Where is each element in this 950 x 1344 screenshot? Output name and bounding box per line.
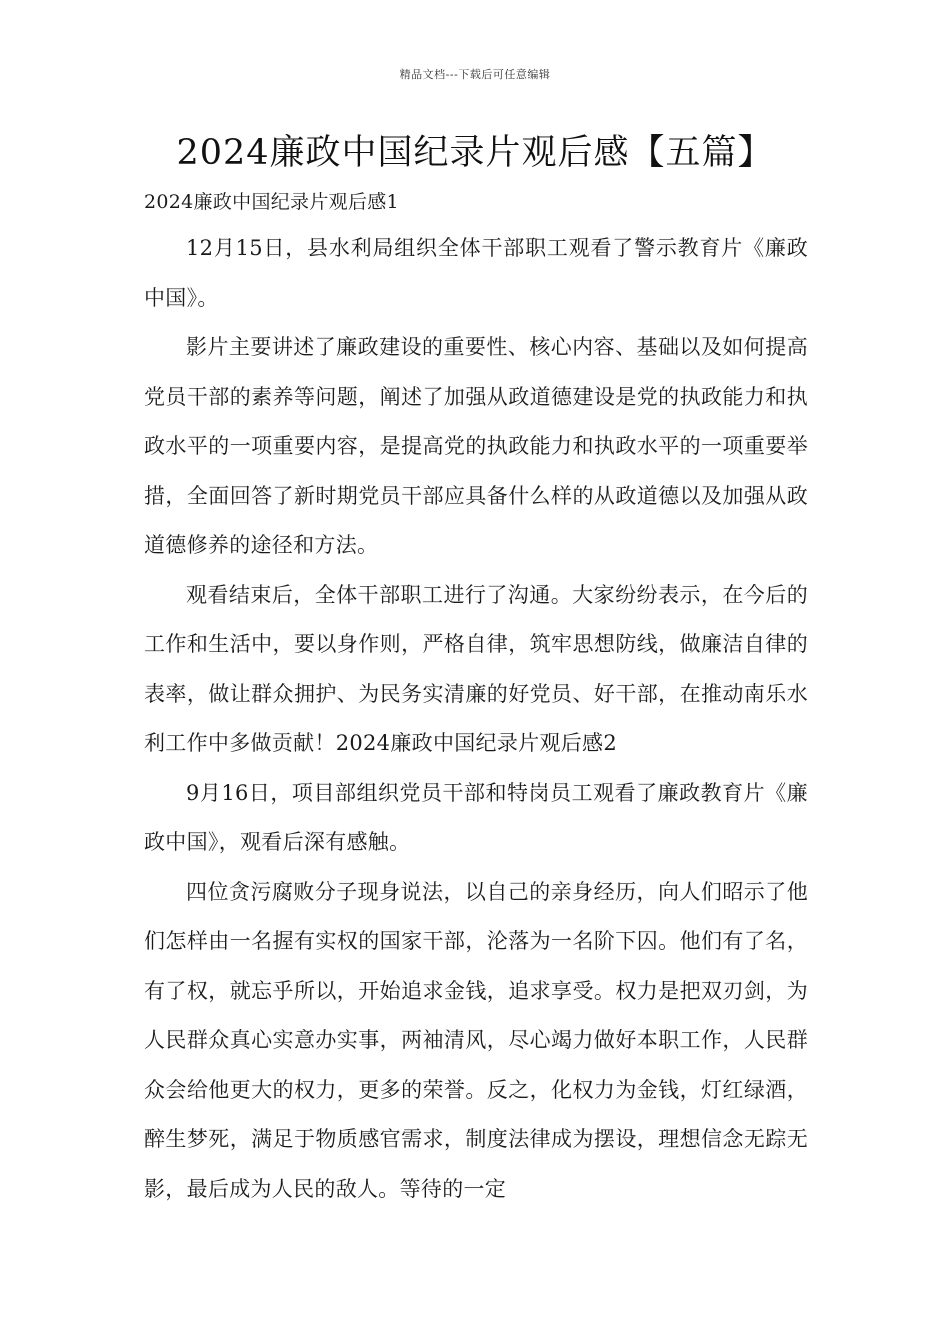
paragraph: 四位贪污腐败分子现身说法，以自己的亲身经历，向人们昭示了他们怎样由一名握有实权的国家干部，沦落为一名阶下囚。他们有了名，有了权，就忘乎所以，开始追求金钱，追求享受。权力是把双刃剑，为人民群众真心实意办实事，两袖清风，尽心竭力做好本职工作，人民群众会给他更大的权力，更多的荣誉。反之，化权力为金钱，灯红绿酒，醉生梦死，满足于物质感官需求，制度法律成为摆设，理想信念无踪无影，最后成为人民的敌人。等待的一定 [144,879,808,1201]
paragraph [144,571,808,769]
section-heading-1: 2024廉政中国纪录片观后感1 [144,191,399,213]
document-body [144,180,808,1214]
paragraph: 9月16日，项目部组织党员干部和特岗员工观看了廉政教育片《廉政中国》，观看后深有感触。 [144,780,808,854]
paragraph-text: 观看结束后，全体干部职工进行了沟通。大家纷纷表示，在今后的工作和生活中，要以身作则，严格自律，筑牢思想防线，做廉洁自律的表率，做让群众拥护、为民务实清廉的好党员、好干部，在推动南乐水利工作中多做贡献！ [144,582,808,755]
paragraph: 影片主要讲述了廉政建设的重要性、核心内容、基础以及如何提高党员干部的素养等问题，阐述了加强从政道德建设是党的执政能力和执政水平的一项重要内容，是提高党的执政能力和执政水平的一项重要举措，全面回答了新时期党员干部应具备什么样的从政道德以及加强从政道德修养的途径和方法。 [144,335,808,557]
paragraph: 12月15日，县水利局组织全体干部职工观看了警示教育片《廉政中国》。 [144,236,808,310]
page-header-note: 精品文档---下载后可任意编辑 [399,68,551,81]
section-heading-2: 2024廉政中国纪录片观后感2 [335,731,618,755]
document-title: 2024廉政中国纪录片观后感【五篇】 [176,133,774,173]
